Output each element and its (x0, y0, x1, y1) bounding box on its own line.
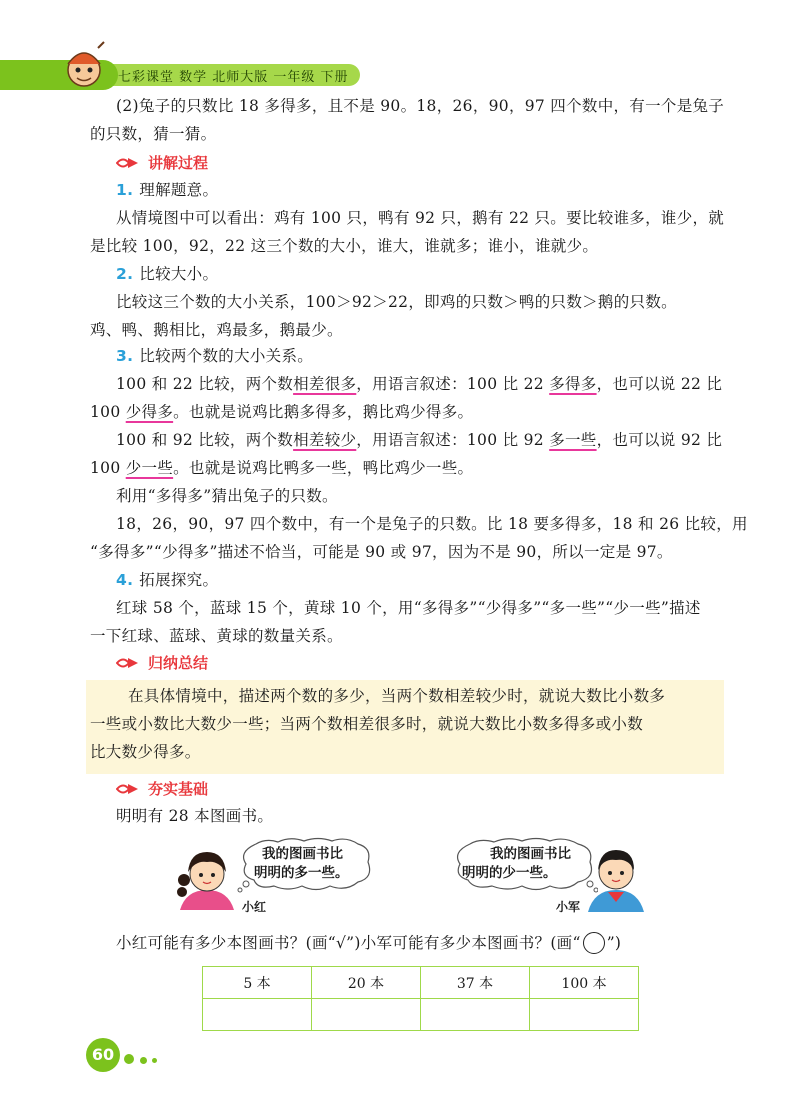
text-segment: 100 和 92 比较，两个数 (116, 431, 294, 449)
step-heading (116, 264, 218, 284)
arrow-marker-icon (116, 782, 140, 796)
bubble-text: 明明的多一些。 (254, 865, 349, 881)
answer-cell[interactable] (312, 999, 421, 1031)
text-segment: ”) (606, 934, 622, 952)
step-title: 理解题意。 (139, 181, 219, 199)
answer-cell[interactable] (203, 999, 312, 1031)
girl-illustration (170, 840, 244, 916)
table-header-cell: 20 本 (312, 967, 421, 999)
decor-dot (140, 1057, 147, 1064)
character-name: 小军 (556, 900, 581, 914)
section-title: 夯实基础 (148, 780, 209, 798)
body-line: 红球 58 个，蓝球 15 个，黄球 10 个，用“多得多”“少得多”“多一些”“少一些”描述 (116, 599, 701, 617)
body-line: “多得多”“少得多”描述不恰当，可能是 90 或 97，因为不是 90，所以一定是 97。 (90, 543, 673, 561)
body-line: 鸡、鸭、鹅相比，鸡最多，鹅最少。 (90, 321, 343, 339)
table-answer-row (203, 999, 639, 1031)
step-title: 比较两个数的大小关系。 (139, 347, 314, 365)
circle-symbol-icon (583, 932, 605, 954)
text-segment: ，也可以说 92 比 (596, 431, 723, 449)
answer-cell[interactable] (530, 999, 639, 1031)
answer-table (202, 966, 639, 1031)
body-line: 比较这三个数的大小关系，100＞92＞22，即鸡的只数＞鸭的只数＞鹅的只数。 (116, 293, 677, 311)
body-line (90, 458, 473, 478)
answer-cell[interactable] (421, 999, 530, 1031)
summary-line: 在具体情境中，描述两个数的多少，当两个数相差较少时，就说大数比小数多 (128, 687, 666, 705)
step-heading (116, 346, 313, 366)
arrow-marker-icon (116, 156, 140, 170)
text-segment: 100 和 22 比较，两个数 (116, 375, 294, 393)
body-line (116, 374, 722, 394)
underlined-term: 相差较少 (293, 431, 357, 449)
step-number: 4. (116, 571, 134, 589)
text-segment: 100 (90, 459, 126, 477)
arrow-marker-icon (116, 656, 140, 670)
text-segment: 小红可能有多少本图画书？(画“√”)小军可能有多少本图画书？(画“ (116, 934, 581, 952)
body-line: 18，26，90，97 四个数中，有一个是兔子的只数。比 18 要多得多，18 和 26 比较，用 (116, 515, 748, 533)
boy-illustration (582, 842, 650, 914)
summary-line: 一些或小数比大数少一些；当两个数相差很多时，就说大数比小数多得多或小数 (90, 715, 644, 733)
section-title: 讲解过程 (148, 154, 209, 172)
header-title: 七彩课堂 数学 北师大版 一年级 下册 (118, 70, 349, 85)
underlined-term: 多一些 (549, 431, 597, 449)
page-number: 60 (86, 1038, 120, 1072)
body-line (116, 430, 722, 450)
underlined-term: 少得多 (125, 403, 174, 421)
step-number: 3. (116, 347, 134, 365)
underlined-term: 多得多 (549, 375, 597, 393)
section-heading-summary (116, 652, 208, 673)
underlined-term: 少一些 (125, 459, 174, 477)
decor-dot (124, 1054, 134, 1064)
step-heading (116, 570, 218, 590)
body-line: 是比较 100，92，22 这三个数的大小，谁大，谁就多；谁小，谁就少。 (90, 237, 599, 255)
bubble-text: 我的图画书比 (262, 846, 343, 862)
step-title: 拓展探究。 (139, 571, 219, 589)
text-segment: 100 (90, 403, 126, 421)
section-heading-basics (116, 778, 208, 799)
text-segment: 。也就是说鸡比鸭多一些，鸭比鸡少一些。 (173, 459, 474, 477)
step-number: 2. (116, 265, 134, 283)
summary-line: 比大数少得多。 (90, 743, 201, 761)
text-segment: ，也可以说 22 比 (596, 375, 723, 393)
body-line: 明明有 28 本图画书。 (116, 807, 274, 825)
text-segment: ，用语言叙述：100 比 92 (356, 431, 550, 449)
body-line: 利用“多得多”猜出兔子的只数。 (116, 487, 338, 505)
mascot-icon (58, 40, 110, 92)
body-line: 从情境图中可以看出：鸡有 100 只，鸭有 92 只，鹅有 22 只。要比较谁多，谁少，就 (116, 209, 725, 227)
step-heading (116, 180, 218, 200)
body-line (90, 402, 473, 422)
table-header-row (203, 967, 639, 999)
bubble-text: 我的图画书比 (490, 846, 571, 862)
table-header-cell: 100 本 (530, 967, 639, 999)
table-header-cell: 37 本 (421, 967, 530, 999)
character-name: 小红 (242, 900, 267, 914)
table-header-cell: 5 本 (203, 967, 312, 999)
body-line: 一下红球、蓝球、黄球的数量关系。 (90, 627, 343, 645)
problem-line: 的只数，猜一猜。 (90, 125, 217, 143)
problem-line: (2)兔子的只数比 18 多得多，且不是 90。18，26，90，97 四个数中，有一个是兔子 (116, 97, 725, 115)
text-segment: 。也就是说鸡比鹅多得多，鹅比鸡少得多。 (173, 403, 474, 421)
underlined-term: 相差很多 (293, 375, 357, 393)
step-title: 比较大小。 (139, 265, 219, 283)
section-heading-explain (116, 152, 208, 173)
bubble-text: 明明的少一些。 (462, 865, 557, 881)
text-segment: ，用语言叙述：100 比 22 (356, 375, 550, 393)
decor-dot (152, 1058, 157, 1063)
section-title: 归纳总结 (148, 654, 209, 672)
question-line (116, 932, 621, 954)
step-number: 1. (116, 181, 134, 199)
